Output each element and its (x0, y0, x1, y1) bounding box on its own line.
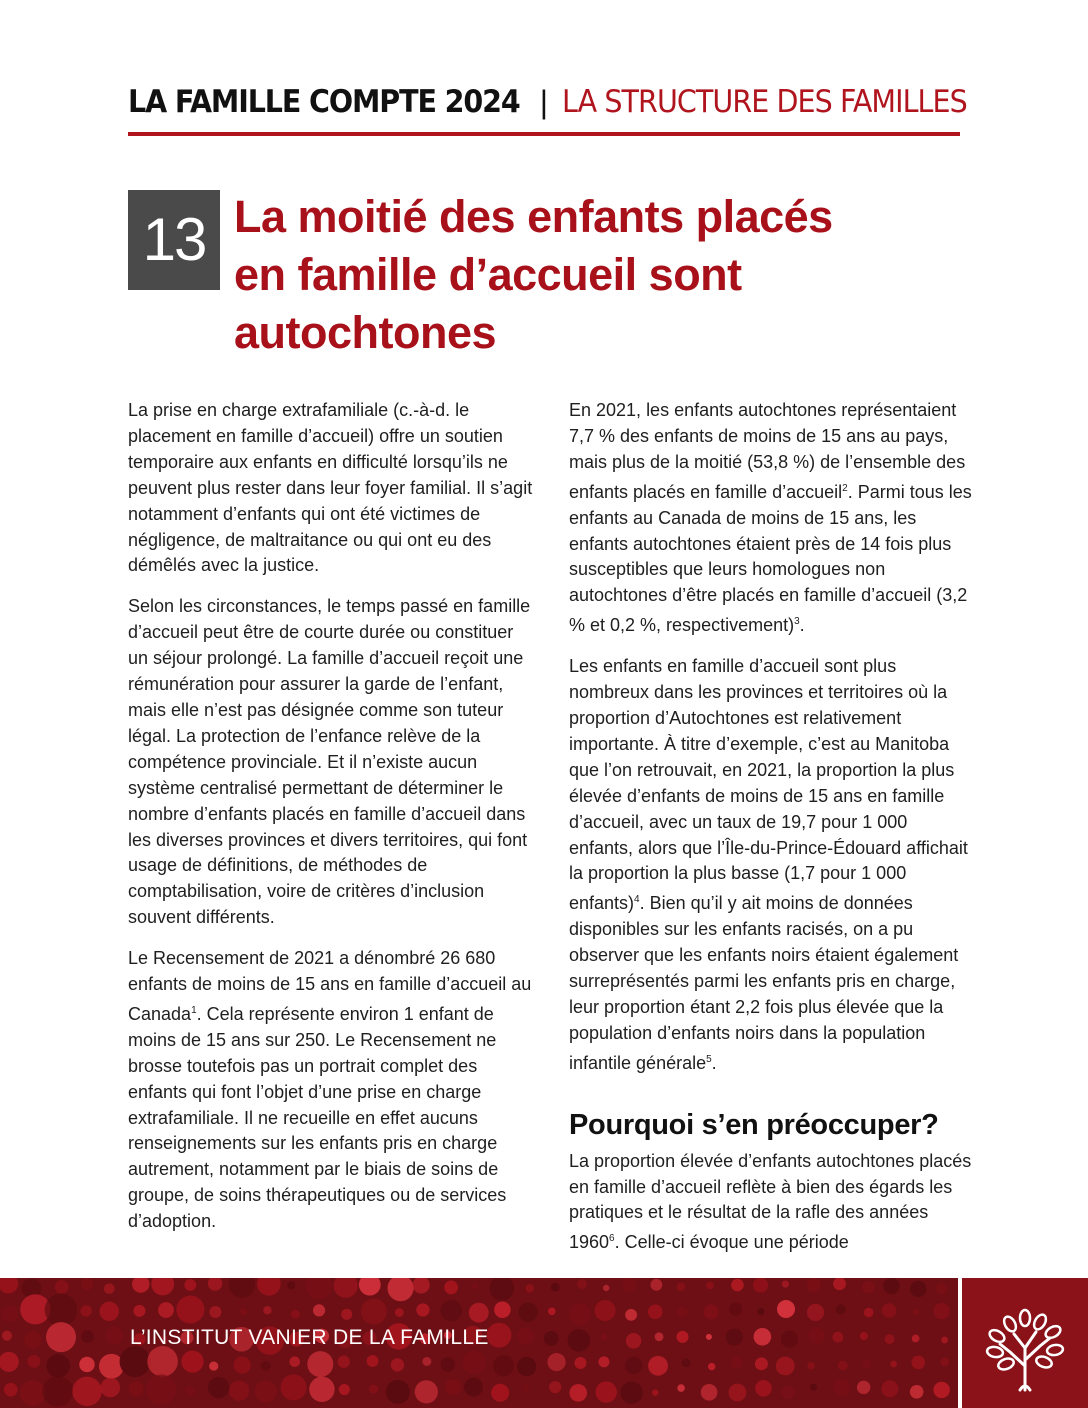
decorative-dot (731, 1279, 744, 1292)
decorative-dot (933, 1303, 949, 1319)
decorative-dot (782, 1386, 795, 1399)
publication-title: LA FAMILLE COMPTE 2024 (128, 84, 520, 120)
footnote-ref: 6 (609, 1233, 615, 1245)
decorative-dot (676, 1331, 688, 1343)
decorative-dot (101, 1378, 121, 1398)
decorative-dot (933, 1382, 949, 1398)
decorative-dot (810, 1383, 817, 1390)
decorative-dot (146, 1374, 176, 1404)
article-title: La moitié des enfants placés en famille d’accueil sont autochtones (234, 191, 833, 358)
decorative-dot (650, 1279, 662, 1291)
decorative-dot (228, 1278, 255, 1298)
decorative-dot (305, 1278, 332, 1299)
decorative-dot (209, 1306, 221, 1318)
decorative-dot (422, 1357, 431, 1366)
decorative-dot (494, 1301, 511, 1318)
decorative-dot (809, 1327, 825, 1343)
decorative-dot (883, 1278, 899, 1294)
page-footer (0, 1278, 1088, 1408)
decorative-dot (833, 1278, 846, 1290)
decorative-dot (568, 1329, 591, 1352)
decorative-dot (387, 1278, 413, 1301)
section-heading: Pourquoi s’en préoccuper? (569, 1108, 939, 1141)
decorative-dot (517, 1328, 534, 1345)
decorative-dot (105, 1327, 123, 1345)
decorative-dot (341, 1309, 352, 1320)
text-span: La proportion élevée d’enfants autochtones placés en famille d’accueil reflète à bien des égards les pratiques et le résultat de la rafle des années 1960 (569, 1150, 972, 1253)
paragraph (569, 1149, 974, 1257)
decorative-dot (912, 1335, 920, 1343)
decorative-dot (677, 1384, 685, 1392)
decorative-dot (753, 1278, 768, 1293)
decorative-dot (208, 1377, 229, 1398)
decorative-dot (120, 1346, 151, 1377)
decorative-dot (569, 1384, 587, 1402)
decorative-dot (910, 1385, 924, 1399)
text-span: . (711, 1052, 717, 1073)
decorative-dot (807, 1304, 824, 1321)
paragraph: La prise en charge extrafamiliale (c.-à-d. le placement en famille d’accueil) offre un soutien temporaire aux enfants en difficulté lorsqu’ils ne peuvent plus rester dans leur foyer familial. Il s’agit notamment d’enfants qui ont été victimes de négligence, de maltraitance ou qui ont eu des démêlés avec la justice. (128, 400, 533, 576)
decorative-dot (682, 1358, 691, 1367)
decorative-dot (263, 1306, 271, 1314)
text-span: Les enfants en famille d’accueil sont plus nombreux dans les provinces et territoires où la proportion d’Autochtones est relativement importante. À titre d’exemple, c’est au Manitoba que l’on retrouvait, en 2021, la proportion la plus élevée d’enfants de moins de 15 ans en famille d’accueil, avec un taux de 19,7 pour 1 000 enfants, alors que l’Île-du-Prince-Édouard affichait la proportion la plus basse (1,7 pour 1 000 enfants) (569, 656, 968, 914)
decorative-dot (257, 1278, 281, 1296)
decorative-dot (415, 1380, 438, 1403)
decorative-dot (677, 1307, 688, 1318)
decorative-dot (754, 1328, 772, 1346)
text-span: . Bien qu’il y ait moins de données disponibles sur les enfants racisés, on a pu observer que les enfants noirs étaient également surreprésentés parmi les enfants pris en charge, leur proportion étant 2,2 fois plus élevée que la population d’enfants noirs dans la population infantile générale (569, 893, 959, 1073)
decorative-dot (208, 1278, 222, 1291)
decorative-dot (704, 1305, 719, 1320)
decorative-dot (648, 1356, 668, 1376)
footnote-ref: 3 (794, 616, 800, 628)
decorative-dot (338, 1356, 350, 1368)
paragraph (128, 946, 533, 1235)
decorative-dot (549, 1381, 561, 1393)
decorative-dot (234, 1356, 251, 1373)
decorative-dot (334, 1278, 358, 1298)
paragraph (569, 654, 974, 1077)
decorative-dot (731, 1356, 743, 1368)
decorative-dot (882, 1303, 896, 1317)
right-column (569, 398, 974, 1271)
decorative-dot (2, 1331, 12, 1341)
decorative-dot (72, 1377, 101, 1406)
decorative-dot (648, 1304, 663, 1319)
text-span: . Parmi tous les enfants au Canada de moins de 15 ans, les enfants autochtones étaient près de 14 fois plus susceptibles que leurs homologues non autochtones d’être placés en famille d’accueil (3,2 % et 0,2 %, respectivement) (569, 481, 972, 636)
decorative-dot (391, 1358, 404, 1371)
decorative-dot (596, 1381, 617, 1402)
decorative-dot (184, 1279, 196, 1291)
decorative-dot (551, 1283, 560, 1292)
decorative-dot (307, 1351, 333, 1377)
decorative-dot (100, 1302, 119, 1321)
decorative-dot (569, 1303, 591, 1325)
decorative-dot (777, 1300, 795, 1318)
decorative-dot (487, 1323, 512, 1348)
decorative-dot (625, 1309, 637, 1321)
decorative-dot (1, 1305, 18, 1322)
decorative-dot (46, 1354, 70, 1378)
decorative-dot (469, 1303, 489, 1323)
decorative-dot (361, 1298, 387, 1324)
decorative-dot (862, 1359, 872, 1369)
decorative-dot (708, 1363, 715, 1370)
decorative-dot (910, 1281, 926, 1297)
decorative-dot (440, 1300, 462, 1322)
decorative-dot (367, 1355, 379, 1367)
decorative-dot (309, 1377, 334, 1402)
decorative-dot (289, 1356, 300, 1367)
decorative-dot (55, 1280, 69, 1294)
decorative-dot (240, 1308, 247, 1315)
decorative-dot (229, 1381, 249, 1401)
decorative-dot (706, 1282, 714, 1290)
decorative-dot (181, 1350, 203, 1372)
decorative-dot (548, 1307, 556, 1315)
decorative-dot (46, 1322, 76, 1352)
decorative-dot (603, 1285, 609, 1291)
decorative-dot (42, 1376, 73, 1407)
decorative-dot (518, 1302, 538, 1322)
logo-panel (962, 1278, 1088, 1408)
decorative-dot (0, 1278, 18, 1293)
decorative-dot (595, 1300, 616, 1321)
decorative-dot (940, 1357, 949, 1366)
decorative-dot (729, 1384, 747, 1402)
decorative-dot (185, 1386, 195, 1396)
decorative-dot (517, 1357, 536, 1376)
decorative-dot (209, 1361, 218, 1370)
decorative-dot (132, 1278, 149, 1293)
decorative-dot (255, 1380, 277, 1402)
text-span: . Celle-ci évoque une période (614, 1232, 849, 1253)
decorative-dot (885, 1334, 895, 1344)
decorative-dot (176, 1296, 204, 1324)
decorative-dot (547, 1353, 565, 1371)
decorative-dot (625, 1357, 643, 1375)
decorative-dot (622, 1278, 636, 1292)
decorative-dot (838, 1361, 848, 1371)
paragraph: Selon les circonstances, le temps passé en famille d’accueil peut être de courte durée ou constituer un séjour prolongé. La famille d’accueil reçoit une rémunération pour assurer la garde de l’enfant, mais elle n’est pas désignée comme son tuteur légal. La protection de l’enfance relève de la compétence provinciale. Et il n’existe aucun système centralisé permettant de déterminer le nombre d’enfants placés en famille d’accueil dans les diverses provinces et divers territoires, qui font usage de définitions, de méthodes de comptabilisation, voire de critères d’inclusion souvent différents. (128, 596, 531, 928)
decorative-dot (81, 1278, 93, 1290)
decorative-dot (395, 1308, 404, 1317)
footnote-ref: 4 (634, 894, 640, 906)
decorative-dot (757, 1308, 764, 1315)
text-span: . Cela représente environ 1 enfant de moins de 15 ans sur 250. Le Recensement ne brosse toutefois pas un portrait complet des enfants qui font l’objet d’une prise en charge extrafamiliale. Il ne recueille en effet aucuns renseignements sur les enfants pris en charge autrement, notamment par le biais de soins de groupe, de soins thérapeutiques ou de services d’adoption. (128, 1003, 507, 1232)
decorative-dot (416, 1303, 429, 1316)
decorative-dot (936, 1283, 947, 1294)
decorative-dot (860, 1332, 868, 1340)
decorative-dot (444, 1281, 458, 1295)
decorative-dot (158, 1302, 174, 1318)
decorative-dot (445, 1379, 461, 1395)
decorative-dot (807, 1362, 815, 1370)
decorative-dot (577, 1279, 587, 1289)
decorative-dot (701, 1384, 718, 1401)
decorative-dot (147, 1346, 178, 1377)
decorative-dot (726, 1328, 743, 1345)
paragraph (569, 398, 974, 639)
decorative-dot (890, 1361, 897, 1368)
footnote-ref: 2 (842, 482, 848, 494)
decorative-dot (4, 1383, 18, 1397)
decorative-dot (81, 1305, 92, 1316)
organization-name: L’INSTITUT VANIER DE LA FAMILLE (130, 1326, 489, 1349)
decorative-dot (857, 1381, 870, 1394)
decorative-dot (574, 1357, 586, 1369)
decorative-dot (706, 1334, 712, 1340)
decorative-dot (755, 1380, 772, 1397)
decorative-dot (359, 1278, 381, 1296)
decorative-dot (281, 1374, 307, 1400)
decorative-dot (464, 1378, 483, 1397)
text-span: En 2021, les enfants autochtones représentaient 7,7 % des enfants de moins de 15 ans au pays, mais plus de la moitié (53,8 %) de l’ensemble des enfants placés en famille d’accueil (569, 400, 966, 502)
decorative-dot (129, 1381, 144, 1396)
decorative-dot (913, 1309, 920, 1316)
footnote-ref: 5 (706, 1053, 712, 1065)
decorative-dot (626, 1333, 642, 1349)
decorative-dot (807, 1278, 821, 1292)
decorative-dot (81, 1330, 94, 1343)
decorative-dot (79, 1357, 94, 1372)
decorative-dot (313, 1304, 325, 1316)
decorative-dot (729, 1302, 742, 1315)
decorative-dot (601, 1334, 607, 1340)
decorative-dot (833, 1379, 851, 1397)
decorative-dot (104, 1283, 115, 1294)
decorative-dot (151, 1278, 174, 1295)
decorative-dot (369, 1385, 378, 1394)
decorative-dot (0, 1352, 19, 1372)
header-separator: | (539, 84, 548, 120)
decorative-dot (782, 1281, 789, 1288)
decorative-dot (462, 1350, 486, 1374)
tree-icon (962, 1278, 1088, 1408)
decorative-dot (20, 1380, 46, 1406)
article-number: 13 (128, 190, 220, 290)
decorative-dot (911, 1356, 925, 1370)
decorative-dot (413, 1278, 430, 1294)
decorative-dot (832, 1332, 843, 1343)
decorative-dot (339, 1384, 350, 1395)
decorative-dot (652, 1389, 658, 1395)
decorative-dot (261, 1361, 271, 1371)
decorative-dot (24, 1331, 41, 1348)
page-header (128, 80, 967, 136)
decorative-dot (523, 1384, 530, 1391)
decorative-dot (941, 1337, 948, 1344)
decorative-dot (287, 1281, 295, 1289)
decorative-dot (862, 1281, 874, 1293)
decorative-dot (27, 1355, 40, 1368)
decorative-dot (526, 1284, 534, 1292)
decorative-dot (45, 1294, 78, 1327)
decorative-dot (755, 1357, 768, 1370)
decorative-dot (598, 1356, 609, 1367)
decorative-dot (493, 1355, 514, 1376)
decorative-dot (491, 1384, 509, 1402)
decorative-dot (864, 1308, 874, 1318)
text-span: Le Recensement de 2021 a dénombré 26 680 enfants de moins de 15 ans en famille d’accueil au Canada (128, 948, 532, 1024)
footnote-ref: 1 (191, 1004, 197, 1016)
decorative-dot (291, 1310, 300, 1319)
decorative-dot (776, 1357, 795, 1376)
left-column (128, 398, 533, 1250)
decorative-dot (544, 1331, 559, 1346)
decorative-dot (386, 1380, 410, 1404)
decorative-dot (836, 1304, 846, 1314)
decorative-dot (133, 1305, 145, 1317)
section-title: LA STRUCTURE DES FAMILLES (562, 84, 967, 120)
decorative-dot (655, 1332, 664, 1341)
decorative-dot (677, 1282, 686, 1291)
decorative-dot (472, 1283, 478, 1289)
decorative-dot (440, 1357, 454, 1371)
text-span: . (799, 615, 805, 636)
decorative-dot (620, 1382, 642, 1404)
decorative-dot (781, 1330, 798, 1347)
decorative-dot (489, 1278, 514, 1301)
decorative-dot (881, 1380, 898, 1397)
